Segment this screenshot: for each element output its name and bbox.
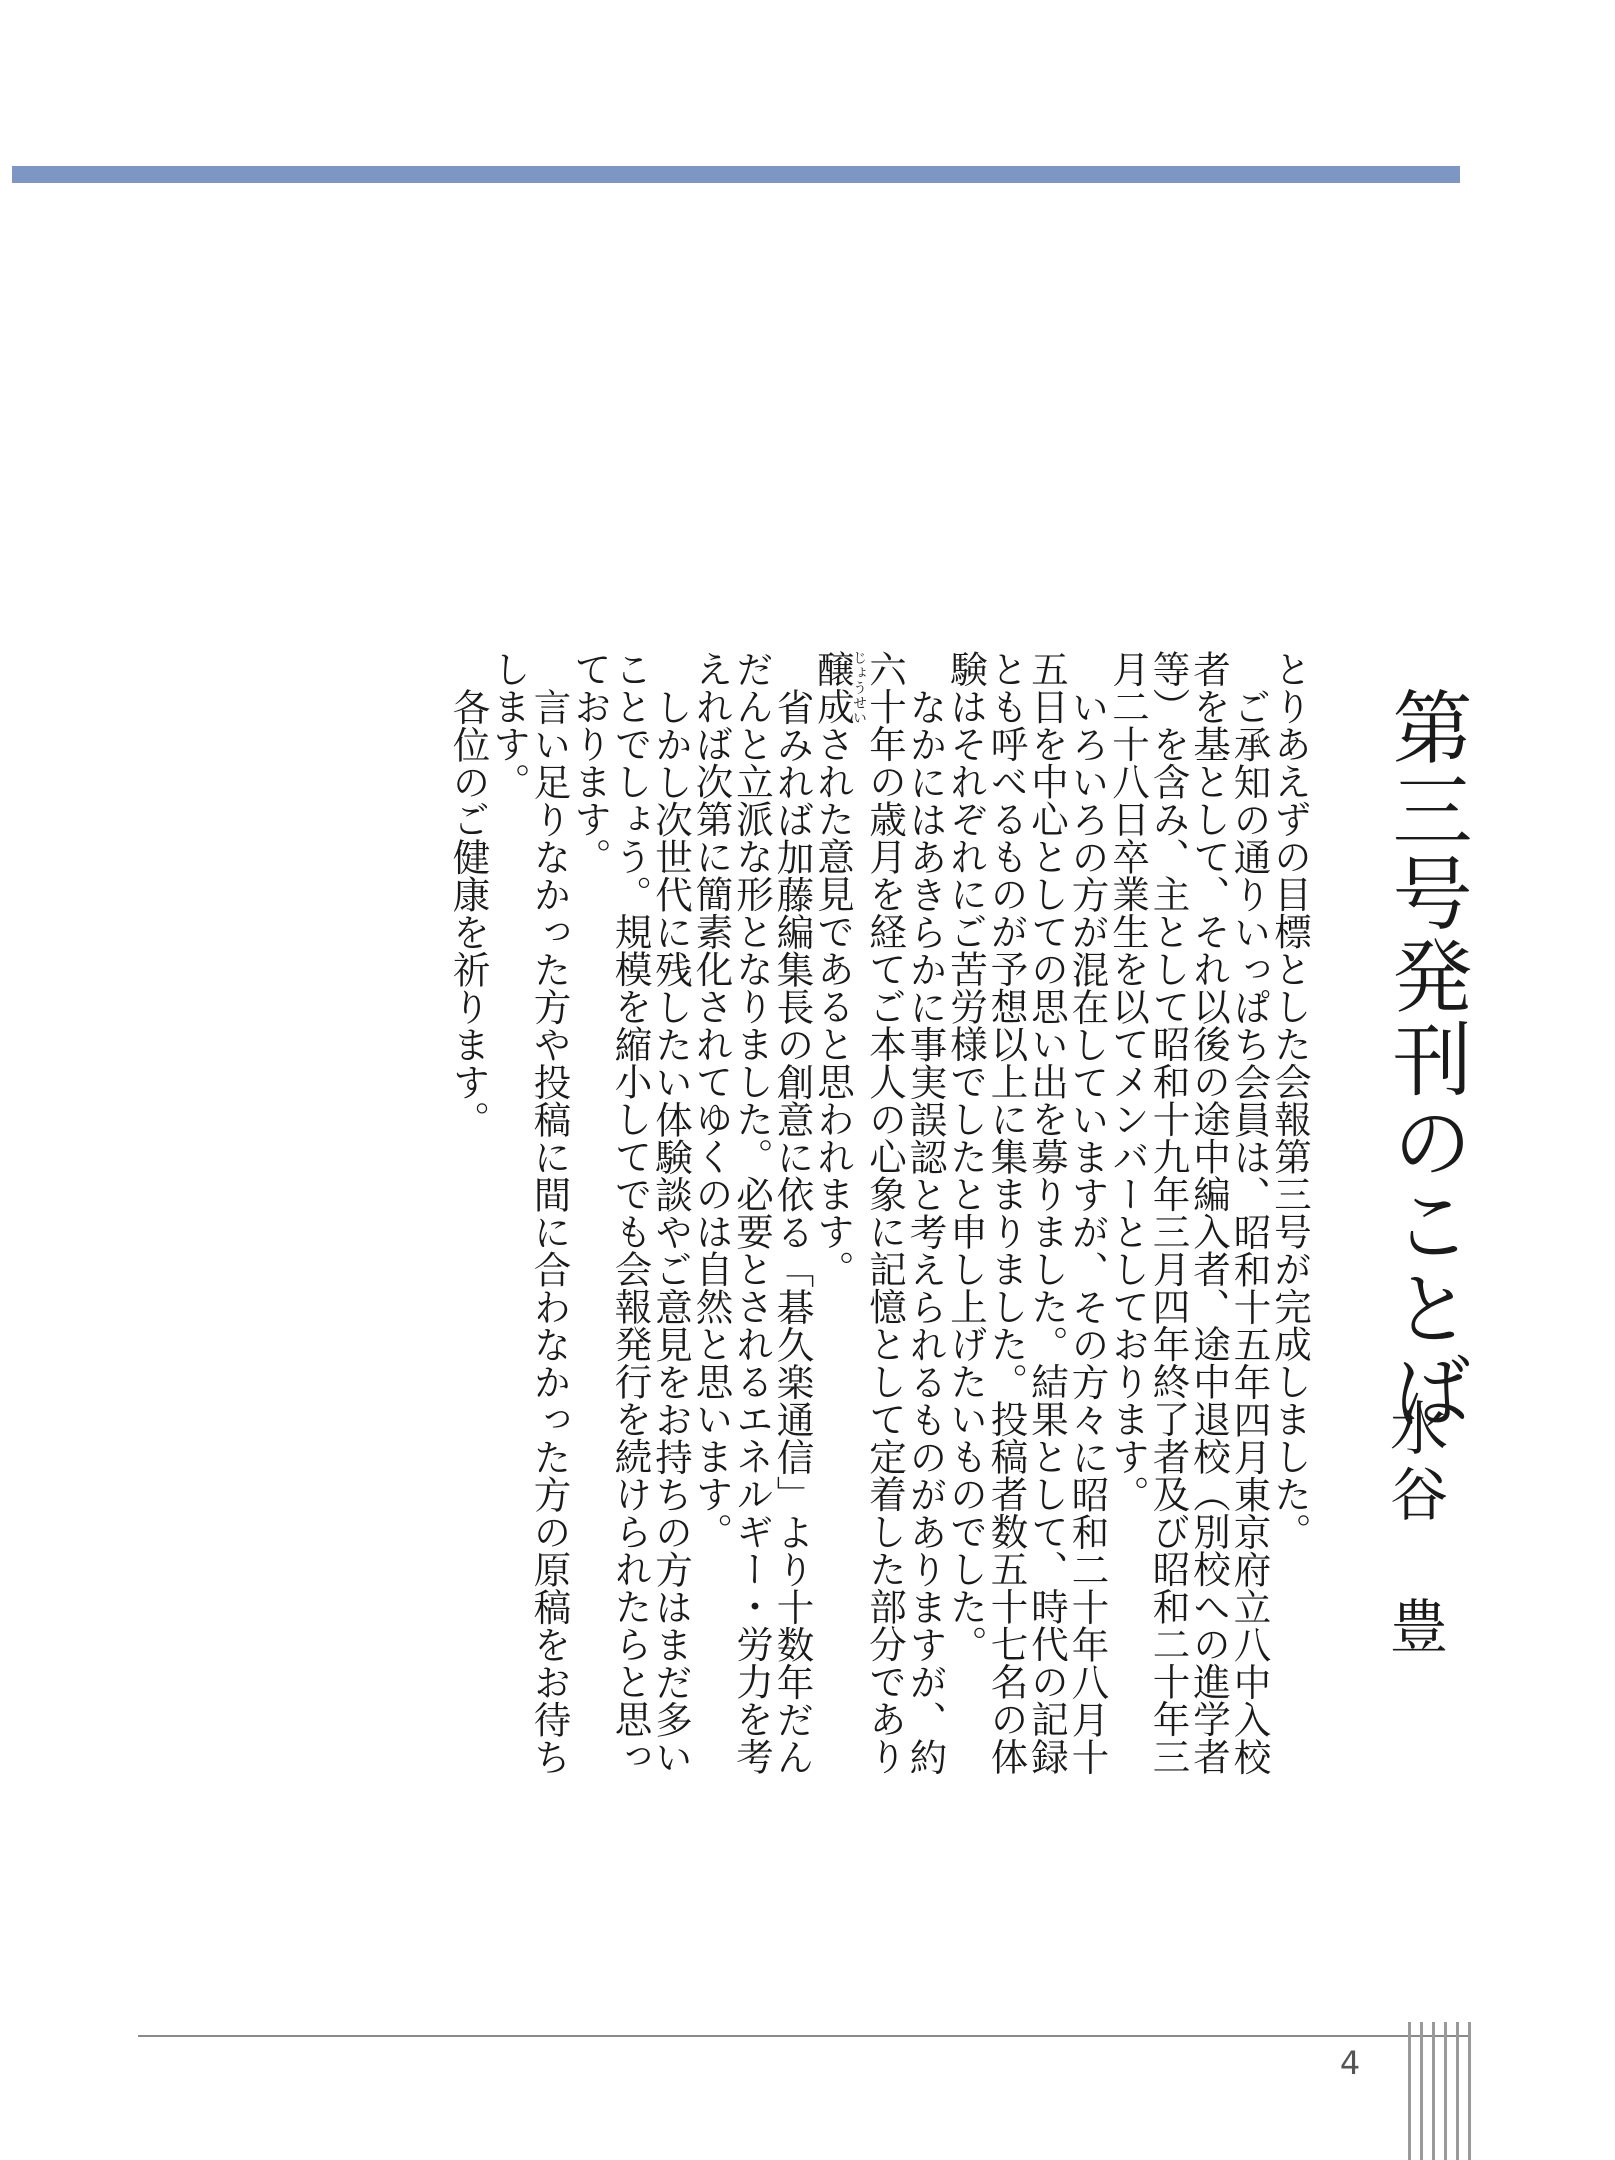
ruby-word [811,650,867,725]
header-accent-bar [12,166,1460,183]
paragraph-text: された意見であると思われます。 [811,725,855,1288]
ruby-reading: じょうせい [851,650,867,725]
paragraph: いろいろの方が混在していますが、その方々に昭和二十年八月十五日を中心としての思い出を募りました。結果として、時代の記録とも呼べるものが予想以上に集まりました。投稿者数五十七名の体験はそれぞれにご苦労様でしたと申し上げたいものでした。 [944,650,1110,1775]
closing-line: 各位のご健康を祈ります。 [446,687,491,1138]
ruby-base: 醸成 [811,650,855,725]
paragraph: しかし次世代に残したい体験談やご意見をお持ちの方はまだ多いことでしょう。規模を縮小してでも会報発行を続けられたらと思っております。 [568,650,693,1775]
page-title: 第三号発刊のことば [1379,686,1472,1433]
footer-rule [138,2035,1470,2037]
paragraph: 省みれば加藤編集長の創意に依る「碁久楽通信」より十数年だんだんと立派な形となりました。必要とされるエネルギー・労力を考えれば次第に簡素化されてゆくのは自然と思います。 [689,650,815,1775]
article-body [130,650,1310,1810]
paragraph: ご承知の通りいっぱち会員は、昭和十五年四月東京府立八中入校者を基として、それ以後の途中編入者、途中退校（別校への進学者等）を含み、主として昭和十九年三月四年終了者及び昭和二十年三月二十八日卒業生を以てメンバーとしております。 [1106,650,1272,1775]
paragraph: とりあえずの目標とした会報第三号が完成しました。 [1268,650,1312,1550]
paragraph-text: なかにはあきらかに事実誤認と考えられるものがありますが、約六十年の歳月を経てご本人の心象に記憶として定着した部分であり [863,650,948,1775]
author-name: 水谷 豊 [1380,1398,1448,1654]
paragraph: 言い足りなかった方や投稿に間に合わなかった方の原稿をお待ちします。 [487,650,572,1775]
footer-ornament [1404,2022,1492,2160]
paragraph [813,650,946,1810]
page-number: 4 [1339,2044,1361,2082]
